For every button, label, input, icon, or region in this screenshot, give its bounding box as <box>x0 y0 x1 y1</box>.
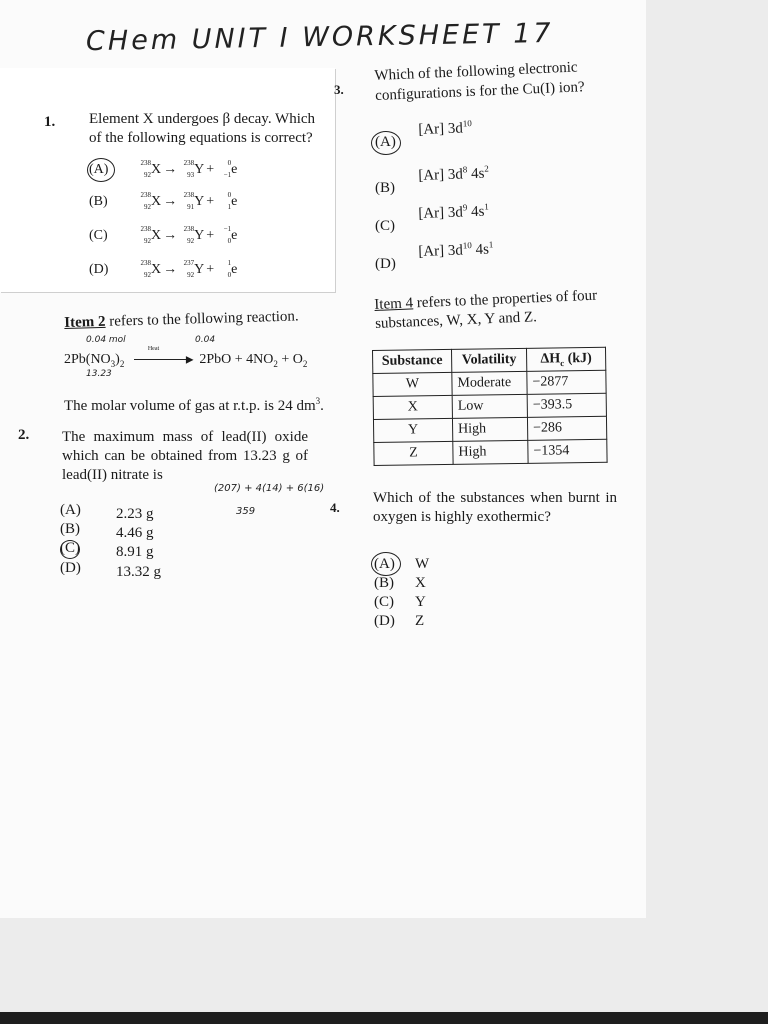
option-value: W <box>415 556 430 572</box>
particle-mass: 0 <box>227 191 232 199</box>
option-label: (C) <box>60 540 80 556</box>
parent-atomic: 92 <box>144 171 151 179</box>
properties-table-body <box>373 370 607 465</box>
heat-label: Heat <box>147 346 160 352</box>
item-4-intro-text: refers to the properties of four substances, W, X, Y and Z. <box>374 287 598 332</box>
question-1-number: 1. <box>44 114 56 130</box>
item-2-intro-text: refers to the following reaction. <box>105 308 299 330</box>
nuclear-equation <box>136 260 237 280</box>
parent-symbol: X <box>151 162 162 178</box>
products-sub: 2 <box>273 358 278 369</box>
option-label: (D) <box>374 613 395 629</box>
table-row <box>373 370 606 396</box>
parent-symbol: X <box>151 194 162 210</box>
config-rest-sup: 1 <box>488 239 494 250</box>
config-rest: 4s <box>467 165 485 183</box>
config-rest: 4s <box>467 203 485 221</box>
parent-symbol: X <box>151 228 162 244</box>
reaction-reactant: 2Pb(NO <box>64 352 111 367</box>
nuclear-equation <box>136 192 237 212</box>
option-value: 13.32 g <box>116 564 161 580</box>
parent-symbol: X <box>151 262 162 278</box>
question-3-text: Which of the following electronic configurations is for the Cu(I) ion? <box>374 59 585 104</box>
product-atomic: 92 <box>187 237 195 245</box>
config-sup: 10 <box>462 118 472 129</box>
enthalpy-cell: −393.5 <box>527 393 606 417</box>
particle-symbol: e <box>231 262 238 278</box>
question-1-panel <box>0 68 335 292</box>
parent-mass: 238 <box>140 259 151 267</box>
option-label: (C) <box>375 218 395 234</box>
nuclear-equation <box>136 160 237 180</box>
heat-arrow: Heat ▶ <box>134 352 190 368</box>
config-sup: 9 <box>462 202 468 213</box>
reaction-products: 2PbO + 4NO <box>199 352 274 367</box>
plus-sign: + <box>206 262 215 278</box>
parent-numbers <box>136 226 151 246</box>
particle-atomic: 0 <box>227 271 232 279</box>
particle-numbers <box>216 192 231 212</box>
handwritten-004: 0.04 <box>195 335 216 345</box>
substance-cell: Z <box>374 441 453 465</box>
electron-configuration <box>418 164 489 185</box>
config-base: [Ar] 3d <box>418 204 464 222</box>
molar-volume-sup: 3 <box>315 396 321 406</box>
product-numbers <box>179 192 194 212</box>
option-label: (D) <box>375 256 396 272</box>
substance-cell: X <box>373 395 452 419</box>
handwritten-total: 359 <box>236 506 256 517</box>
config-rest: 4s <box>471 241 490 259</box>
molar-volume-text: The molar volume of gas at r.t.p. is 24 dm <box>64 398 316 414</box>
particle-atomic: 0 <box>227 237 232 245</box>
option-label: (C) <box>374 594 394 610</box>
molar-volume-end: . <box>320 398 324 414</box>
option-value: Y <box>415 594 426 610</box>
worksheet-title: CHem UNIT I WORKSHEET 17 <box>85 17 554 58</box>
arrow: → <box>163 228 178 244</box>
volatility-cell: Low <box>452 394 527 418</box>
question-4-number: 4. <box>330 500 340 515</box>
products-rest: + O <box>277 352 303 367</box>
reactant-sub2: 2 <box>119 358 125 369</box>
parent-numbers <box>136 160 151 180</box>
option-label: (A) <box>375 134 396 150</box>
answer-circle-mark <box>87 158 115 182</box>
parent-mass: 238 <box>140 191 151 199</box>
enthalpy-cell: −286 <box>527 416 606 440</box>
parent-atomic: 92 <box>144 271 151 279</box>
particle-atomic: −1 <box>223 171 232 179</box>
plus-sign: + <box>206 228 215 244</box>
header-enthalpy-symbol: ΔH <box>540 350 561 367</box>
product-numbers <box>179 260 194 280</box>
config-rest-sup: 1 <box>484 201 489 212</box>
enthalpy-cell: −1354 <box>528 439 607 463</box>
product-mass: 238 <box>183 225 195 233</box>
particle-numbers <box>216 260 231 280</box>
table-row <box>374 439 607 465</box>
option-value: X <box>415 575 426 591</box>
option-label: (B) <box>375 180 395 196</box>
particle-symbol: e <box>231 194 238 210</box>
config-sup: 10 <box>462 240 472 251</box>
option-label: (B) <box>374 575 394 591</box>
parent-mass: 238 <box>140 225 151 233</box>
question-1-text: Element X undergoes β decay. Which of the following equations is correct? <box>89 111 316 146</box>
product-mass: 237 <box>183 259 195 267</box>
product-atomic: 93 <box>187 171 195 179</box>
product-symbol: Y <box>194 194 205 210</box>
option-label: (A) <box>89 162 109 177</box>
product-mass: 238 <box>183 191 195 199</box>
config-sup: 8 <box>462 164 468 175</box>
particle-numbers <box>216 226 231 246</box>
option-label: (A) <box>60 502 81 518</box>
header-enthalpy-sub: c <box>560 357 565 368</box>
electron-configuration <box>418 118 472 139</box>
table-row <box>373 393 606 419</box>
option-label: (D) <box>89 262 109 277</box>
product-numbers <box>179 226 194 246</box>
product-numbers <box>179 160 194 180</box>
product-symbol: Y <box>194 262 205 278</box>
option-value: 2.23 g <box>116 506 154 522</box>
item-2-label: Item 2 <box>64 313 106 331</box>
parent-mass: 238 <box>140 159 151 167</box>
handwritten-mass: 13.23 <box>86 369 112 379</box>
question-3-number: 3. <box>334 82 344 97</box>
volatility-cell: Moderate <box>452 371 527 395</box>
answer-circle-mark <box>371 552 401 576</box>
volatility-cell: High <box>453 440 528 464</box>
option-value: Z <box>415 613 425 629</box>
arrow: → <box>163 194 178 210</box>
electron-configuration <box>418 202 489 223</box>
option-label: (A) <box>374 556 395 572</box>
electron-configuration <box>418 239 494 261</box>
handwritten-mol: 0.04 mol <box>86 335 126 345</box>
header-substance: Substance <box>373 349 452 373</box>
products-sub2: 2 <box>302 358 308 369</box>
properties-table <box>372 347 608 466</box>
config-base: [Ar] 3d <box>418 120 464 138</box>
answer-circle-mark <box>371 131 401 155</box>
particle-mass: 0 <box>227 159 232 167</box>
option-label: (B) <box>60 521 80 537</box>
table-row <box>373 416 606 442</box>
header-enthalpy-unit: (kJ) <box>564 350 592 366</box>
parent-numbers <box>136 192 151 212</box>
item-4-label: Item 4 <box>374 295 414 313</box>
question-4-text: Which of the substances when burnt in oxygen is highly exothermic? <box>373 490 617 525</box>
reactant-sub: 3 <box>110 358 116 369</box>
product-symbol: Y <box>194 162 205 178</box>
particle-atomic: 1 <box>227 203 232 211</box>
question-2-text: The maximum mass of lead(II) oxide which can be obtained from 13.23 g of lead(II) nitrate is <box>62 429 308 483</box>
product-mass: 238 <box>183 159 195 167</box>
option-label: (C) <box>89 228 108 243</box>
parent-atomic: 92 <box>144 237 151 245</box>
option-label: (B) <box>89 194 108 209</box>
particle-symbol: e <box>231 228 238 244</box>
substance-cell: Y <box>373 418 452 442</box>
scan-edge <box>0 1012 768 1024</box>
option-value: 4.46 g <box>116 525 154 541</box>
product-atomic: 91 <box>187 203 195 211</box>
arrow: → <box>163 162 178 178</box>
header-enthalpy <box>526 347 605 371</box>
config-base: [Ar] 3d <box>418 166 464 184</box>
header-volatility: Volatility <box>451 348 526 372</box>
question-2-number: 2. <box>18 427 30 443</box>
arrow: → <box>163 262 178 278</box>
handwritten-calculation: (207) + 4(14) + 6(16) <box>214 483 325 494</box>
config-rest-sup: 2 <box>484 163 489 174</box>
properties-table-wrapper <box>372 347 608 466</box>
product-symbol: Y <box>194 228 205 244</box>
reactant-close: ) <box>115 352 120 367</box>
option-label: (D) <box>60 560 81 576</box>
particle-symbol: e <box>231 162 238 178</box>
plus-sign: + <box>206 162 215 178</box>
config-base: [Ar] 3d <box>418 242 464 260</box>
parent-atomic: 92 <box>144 203 151 211</box>
particle-numbers <box>216 160 231 180</box>
enthalpy-cell: −2877 <box>527 370 606 394</box>
option-value: 8.91 g <box>116 544 154 560</box>
substance-cell: W <box>373 372 452 396</box>
volatility-cell: High <box>452 417 527 441</box>
parent-numbers <box>136 260 151 280</box>
table-header-row <box>373 347 606 373</box>
particle-mass: −1 <box>223 225 232 233</box>
product-atomic: 92 <box>187 271 195 279</box>
answer-circle-mark <box>60 540 80 559</box>
particle-mass: 1 <box>227 259 232 267</box>
plus-sign: + <box>206 194 215 210</box>
reaction-equation <box>64 346 308 369</box>
nuclear-equation <box>136 226 237 246</box>
molar-volume-note <box>64 392 334 416</box>
